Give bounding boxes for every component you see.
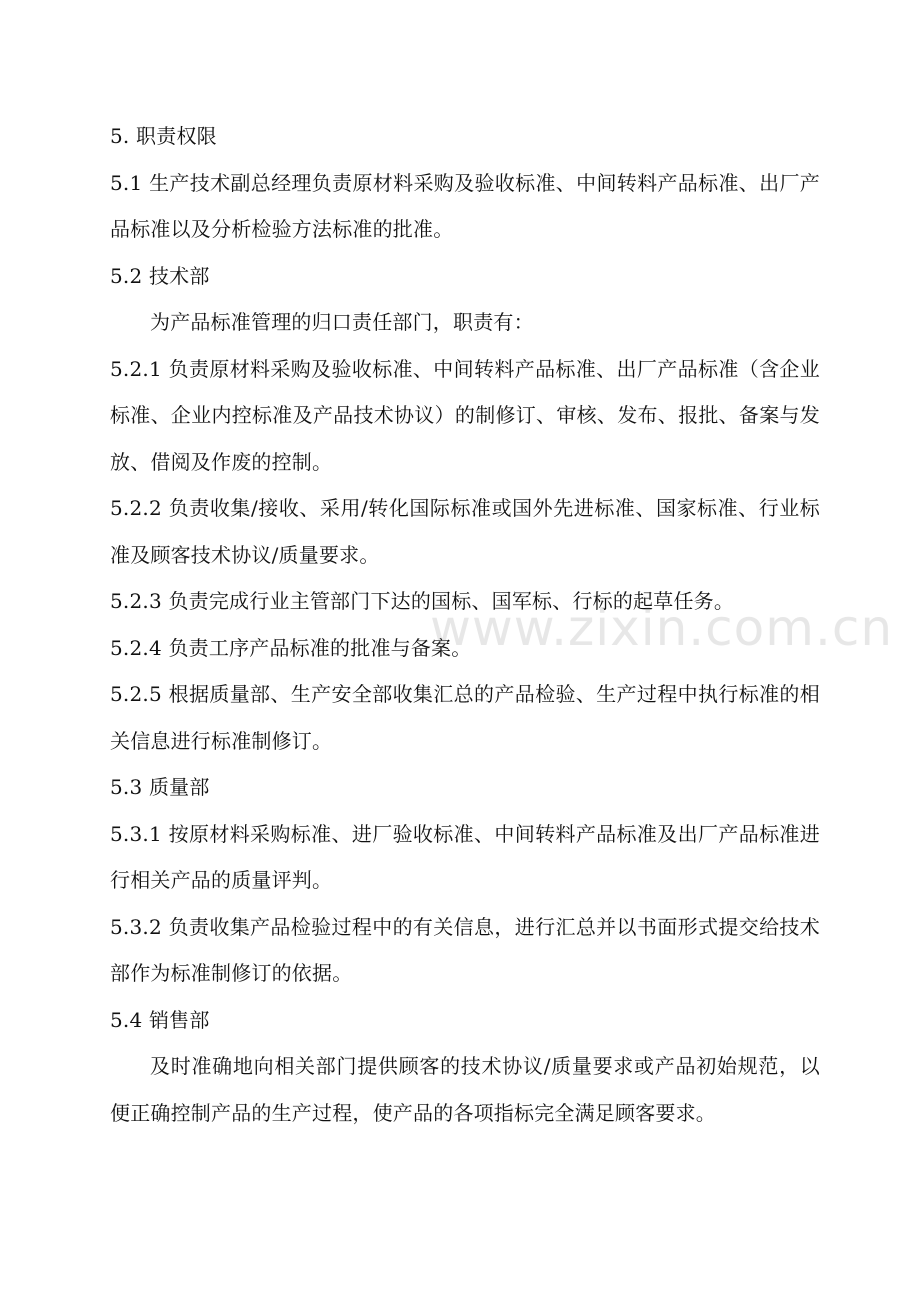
section-heading-5: 5. 职责权限	[110, 124, 217, 148]
paragraph-5-3-2: 5.3.2 负责收集产品检验过程中的有关信息，进行汇总并以书面形式提交给技术部作为标准制修订的依据。	[110, 914, 820, 985]
watermark: www.zixin.com.cn	[430, 599, 894, 657]
section-heading-5-3: 5.3 质量部	[110, 775, 210, 799]
paragraph-5-2-2: 5.2.2 负责收集/接收、采用/转化国际标准或国外先进标准、国家标准、行业标准及顾客技术协议/质量要求。	[110, 496, 820, 567]
paragraph-5-2-4: 5.2.4 负责工序产品标准的批准与备案。	[110, 635, 472, 660]
paragraph-5-1: 5.1 生产技术副总经理负责原材料采购及验收标准、中间转料产品标准、出厂产品标准以及分析检验方法标准的批准。	[110, 170, 820, 241]
paragraph-5-2-1: 5.2.1 负责原材料采购及验收标准、中间转料产品标准、出厂产品标准（含企业标准、企业内控标准及产品技术协议）的制修订、审核、发布、报批、备案与发放、借阅及作废的控制。	[110, 356, 820, 474]
section-heading-5-4: 5.4 销售部	[110, 1007, 210, 1032]
paragraph-5-2-3: 5.2.3 负责完成行业主管部门下达的国标、国军标、行标的起草任务。	[110, 589, 735, 613]
paragraph-5-3-1: 5.3.1 按原材料采购标准、进厂验收标准、中间转料产品标准及出厂产品标准进行相关产品的质量评判。	[110, 821, 820, 892]
section-heading-5-2: 5.2 技术部	[110, 263, 210, 288]
paragraph-5-2-intro: 为产品标准管理的归口责任部门，职责有：	[150, 310, 534, 334]
paragraph-5-4-body: 及时准确地向相关部门提供顾客的技术协议/质量要求或产品初始规范，以便正确控制产品的生产过程，使产品的各项指标完全满足顾客要求。	[110, 1054, 820, 1125]
document-body	[110, 113, 820, 1136]
paragraph-5-2-5: 5.2.5 根据质量部、生产安全部收集汇总的产品检验、生产过程中执行标准的相关信息进行标准制修订。	[110, 682, 820, 753]
